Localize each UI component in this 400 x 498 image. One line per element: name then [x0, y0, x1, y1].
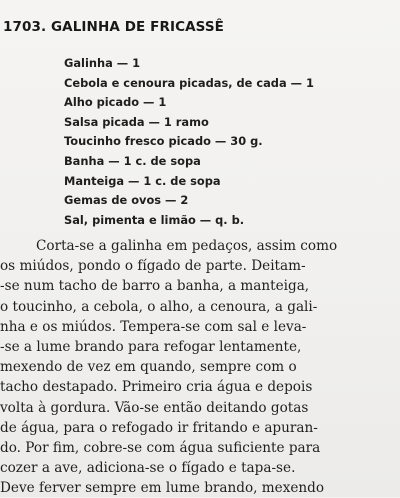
instruction-line: do. Por fim, cobre-se com água suficiente para: [0, 439, 321, 456]
instruction-line: o toucinho, a cebola, o alho, a cenoura, a gali-: [0, 298, 318, 315]
ingredient-list: [64, 54, 314, 230]
instruction-line: Corta-se a galinha em pedaços, assim como: [36, 238, 338, 254]
instruction-line: volta à gordura. Vão-se então deitando gotas: [0, 399, 309, 416]
ingredient-item: Banha — 1 c. de sopa: [64, 153, 201, 168]
instruction-line: -se num tacho de barro a banha, a manteiga,: [0, 278, 310, 295]
instruction-line: os miúdos, pondo o fígado de parte. Deitam-: [0, 258, 306, 275]
instruction-line: Deve ferver sempre em lume brando, mexendo: [0, 480, 325, 497]
ingredient-item: Sal, pimenta e limão — q. b.: [64, 212, 245, 227]
instruction-line: -se a lume brando para refogar lentamente,: [0, 338, 302, 355]
ingredient-item: Galinha — 1: [64, 56, 140, 70]
ingredient-item: Cebola e cenoura picadas, de cada — 1: [64, 75, 314, 90]
ingredient-item: Gemas de ovos — 2: [64, 193, 189, 208]
ingredient-item: Manteiga — 1 c. de sopa: [64, 173, 221, 188]
instruction-line: cozer a ave, adiciona-se o fígado e tapa-se.: [0, 460, 296, 477]
recipe-instructions: [0, 236, 400, 498]
instruction-line: de água, para o refogado ir fritando e apuran-: [0, 419, 318, 436]
instruction-line: tacho destapado. Primeiro cria água e depois: [0, 379, 313, 396]
recipe-title: 1703. GALINHA DE FRICASSÊ: [3, 19, 224, 35]
ingredient-item: Toucinho fresco picado — 30 g.: [64, 134, 263, 149]
instruction-line: nha e os miúdos. Tempera-se com sal e leva-: [0, 318, 307, 335]
instruction-line: mexendo de vez em quando, sempre com o: [0, 359, 297, 376]
ingredient-item: Alho picado — 1: [64, 95, 167, 110]
ingredient-item: Salsa picada — 1 ramo: [64, 114, 209, 129]
